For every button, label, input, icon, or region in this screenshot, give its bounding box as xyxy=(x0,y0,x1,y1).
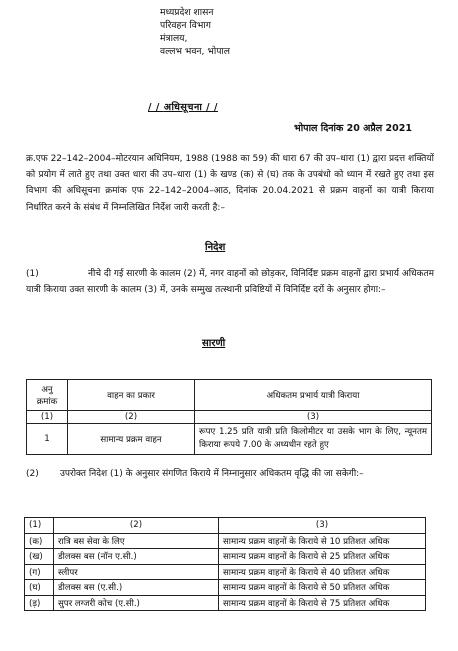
notification-label: अधिसूचना xyxy=(163,102,203,113)
header-address: वल्लभ भवन, भोपाल xyxy=(160,46,231,57)
letterhead xyxy=(160,6,300,58)
service-type-cell: स्लीपर xyxy=(54,564,219,580)
fare-table-index-row xyxy=(27,411,432,424)
service-type-cell: डीलक्स बस (नॉन ए.सी.) xyxy=(54,549,219,565)
index-cell: (3) xyxy=(219,518,426,534)
notification-title xyxy=(148,100,218,113)
table-row xyxy=(25,533,426,549)
table-row xyxy=(25,595,426,611)
service-type-cell: सुपर लग्जरी कोच (ए.सी.) xyxy=(54,595,219,611)
index-cell: (3) xyxy=(195,411,432,424)
index-cell: (1) xyxy=(25,518,54,534)
index-cell: (2) xyxy=(54,518,219,534)
direction-2-text: उपरोक्त निदेश (1) के अनुसार संगणित किराये में निम्नानुसार अधिकतम वृद्धि की जा सकेगी:– xyxy=(60,469,364,479)
row-letter-cell: (ख) xyxy=(25,549,54,565)
header-ministry: मंत्रालय, xyxy=(160,33,188,44)
table-row xyxy=(25,549,426,565)
header-department: परिवहन विभाग xyxy=(160,20,211,31)
row-letter-cell: (घ) xyxy=(25,580,54,596)
surcharge-table xyxy=(24,517,426,611)
table-row xyxy=(25,564,426,580)
direction-2-paragraph xyxy=(26,466,434,482)
row-letter-cell: (ड़) xyxy=(25,595,54,611)
service-type-cell: रात्रि बस सेवा के लिए xyxy=(54,533,219,549)
direction-1-paragraph xyxy=(26,266,434,298)
row-letter-cell: (क) xyxy=(25,533,54,549)
fare-table-header-row xyxy=(27,380,432,411)
direction-2-number: (2) xyxy=(26,469,39,479)
direction-1-text: नीचे दी गई सारणी के कालम (2) में, नगर वाहनों को छोड़कर, विनिर्दिष्ट प्रक्रम वाहनों द्वारा प्रभार्य अधिकतम यात्री किराया उक्त सारणी के कालम (3) में, उनके सम्मुख तत्स्थानी प्रविष्टियों में विनिर्दिष्ट दरों के अनुसार होगा:– xyxy=(26,269,434,296)
notification-prefix: / / xyxy=(148,102,164,113)
table-row xyxy=(27,424,432,455)
row-letter-cell: (ग) xyxy=(25,564,54,580)
notification-suffix: / / xyxy=(202,102,219,113)
vehicle-cell: सामान्य प्रक्रम वाहन xyxy=(68,424,195,455)
table-heading: सारणी xyxy=(202,338,226,349)
surcharge-index-row xyxy=(25,518,426,534)
service-type-cell: डीलक्स बस (ए.सी.) xyxy=(54,580,219,596)
fare-cell: रूपए 1.25 प्रति यात्री प्रति किलोमीटर या उसके भाग के लिए, न्यूनतम किराया रूपये 7.00 के अध्यधीन रहते हुए xyxy=(195,424,432,455)
index-cell: (1) xyxy=(27,411,68,424)
surcharge-cell: सामान्य प्रक्रम वाहनों के किराये से 10 प्रतिशत अधिक xyxy=(219,533,426,549)
col-header-vehicle-type: वाहन का प्रकार xyxy=(68,380,195,411)
index-cell: (2) xyxy=(68,411,195,424)
fare-table xyxy=(26,379,432,455)
directions-heading: निदेश xyxy=(205,242,226,253)
date-line: भोपाल दिनांक 20 अप्रैल 2021 xyxy=(294,123,412,134)
surcharge-cell: सामान्य प्रक्रम वाहनों के किराये से 40 प्रतिशत अधिक xyxy=(219,564,426,580)
col-header-sno: अनु क्रमांक xyxy=(27,380,68,411)
direction-1-number: (1) xyxy=(26,269,39,279)
surcharge-cell: सामान्य प्रक्रम वाहनों के किराये से 50 प्रतिशत अधिक xyxy=(219,580,426,596)
col-header-max-fare: अधिकतम प्रभार्य यात्री किराया xyxy=(195,380,432,411)
header-government: मध्यप्रदेश शासन xyxy=(160,7,214,18)
surcharge-cell: सामान्य प्रक्रम वाहनों के किराये से 25 प्रतिशत अधिक xyxy=(219,549,426,565)
surcharge-cell: सामान्य प्रक्रम वाहनों के किराये से 75 प्रतिशत अधिक xyxy=(219,595,426,611)
table-row xyxy=(25,580,426,596)
sno-cell: 1 xyxy=(27,424,68,455)
preamble-paragraph: क्र.एफ 22–142–2004–मोटरयान अधिनियम, 1988 (1988 का 59) की धारा 67 की उप–धारा (1) द्वारा प्रदत्त शक्तियों को प्रयोग में लाते हुए तथा उक्त धारा की उप–धारा (1) के खण्ड (क) से (घ) तक के उपबंधो को ध्यान में रखते हुए तथा इस विभाग की अधिसूचना क्रमांक एफ 22–142–2004–आठ, दिनांक 20.04.2021 से प्रक्रम वाहनों का यात्री किराया निर्धारित करने के संबंध में निम्नलिखित निर्देश जारी करती है:– xyxy=(26,154,434,213)
